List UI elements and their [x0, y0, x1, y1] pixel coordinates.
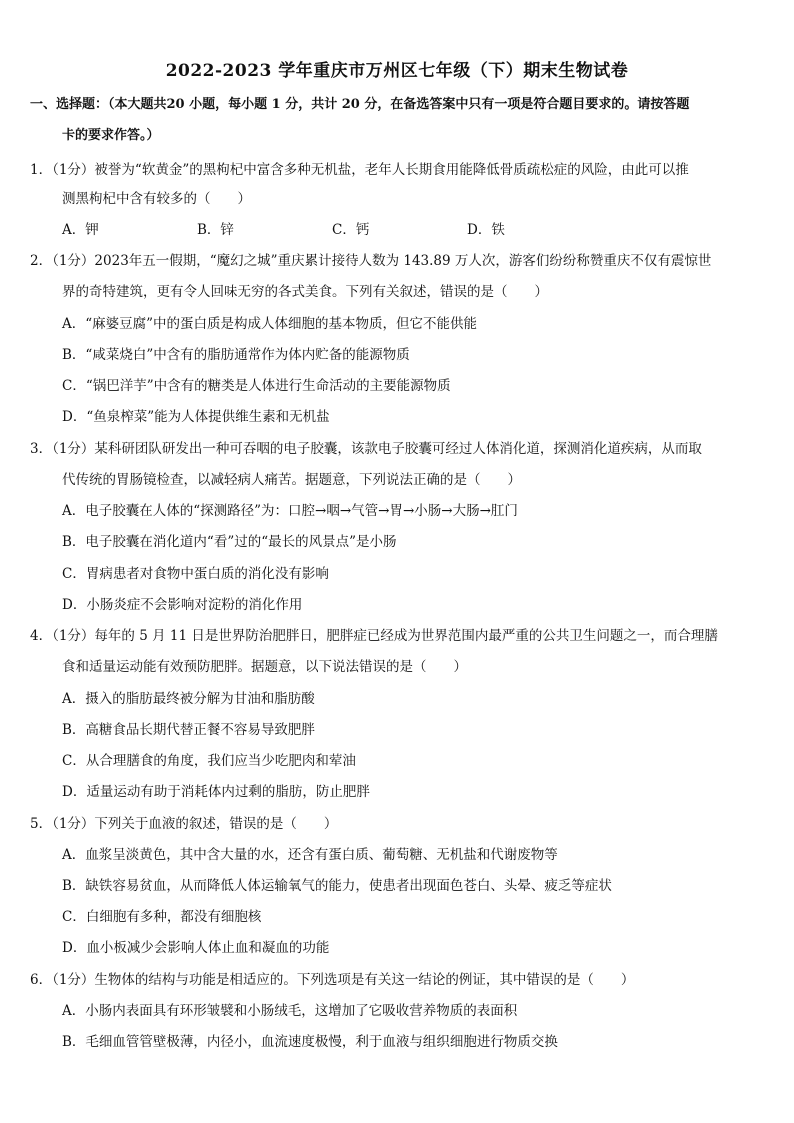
question-3-line-1: 3．（1分）某科研团队研发出一种可吞咽的电子胶囊，该款电子胶囊可经过人体消化道，探测消化道疾病，从而取: [30, 441, 702, 457]
question-6-option-a: A．小肠内表面具有环形皱襞和小肠绒毛，这增加了它吸收营养物质的表面积: [62, 1003, 518, 1019]
question-2-option-a: A．“麻婆豆腐”中的蛋白质是构成人体细胞的基本物质，但它不能供能: [62, 316, 478, 332]
question-2-option-b: B．“咸菜烧白”中含有的脂肪通常作为体内贮备的能源物质: [62, 347, 410, 363]
section-heading-line-2: 卡的要求作答。）: [62, 128, 160, 143]
question-2-line-2: 界的奇特建筑，更有令人回味无穷的各式美食。下列有关叙述，错误的是（ ）: [62, 284, 548, 300]
question-2-option-c: C．“锅巴洋芋”中含有的糖类是人体进行生命活动的主要能源物质: [62, 378, 451, 394]
question-1-option-a: A．钾: [62, 222, 99, 238]
question-5-option-b: B．缺铁容易贫血，从而降低人体运输氧气的能力，使患者出现面色苍白、头晕、疲乏等症状: [62, 878, 612, 894]
question-4-option-a: A．摄入的脂肪最终被分解为甘油和脂肪酸: [62, 691, 315, 707]
question-5-line-1: 5．（1分）下列关于血液的叙述，错误的是（ ）: [30, 816, 338, 832]
question-1-options: [62, 220, 602, 240]
exam-title: 2022-2023 学年重庆市万州区七年级（下）期末生物试卷: [165, 61, 629, 81]
question-1-option-b: B．锌: [197, 222, 234, 238]
question-4-option-b: B．高糖食品长期代替正餐不容易导致肥胖: [62, 722, 315, 738]
question-3-option-c: C．胃病患者对食物中蛋白质的消化没有影响: [62, 566, 329, 582]
question-4-line-2: 食和适量运动能有效预防肥胖。据题意，以下说法错误的是（ ）: [62, 659, 467, 675]
question-6-option-b: B．毛细血管管壁极薄，内径小，血流速度极慢，利于血液与组织细胞进行物质交换: [62, 1034, 558, 1050]
question-4-option-d: D．适量运动有助于消耗体内过剩的脂肪，防止肥胖: [62, 784, 370, 800]
question-1-line-2: 测黑枸杞中含有较多的（ ）: [62, 191, 251, 207]
section-heading-line-1: 一、选择题：（本大题共20 小题，每小题 1 分，共计 20 分，在备选答案中只有一项是符合题目要求的。请按答题: [30, 97, 690, 112]
question-1-option-c: C．钙: [332, 222, 370, 238]
question-1-option-d: D．铁: [467, 222, 505, 238]
question-2-line-1: 2．（1分）2023年五一假期，“魔幻之城”重庆累计接待人数为 143.89 万人次，游客们纷纷称赞重庆不仅有震惊世: [30, 253, 712, 269]
question-3-option-d: D．小肠炎症不会影响对淀粉的消化作用: [62, 597, 303, 613]
question-2-option-d: D．“鱼泉榨菜”能为人体提供维生素和无机盐: [62, 409, 330, 425]
question-3-option-a: A．电子胶囊在人体的“探测路径”为：口腔→咽→气管→胃→小肠→大肠→肛门: [62, 503, 518, 519]
question-3-option-b: B．电子胶囊在消化道内“看”过的“最长的风景点”是小肠: [62, 534, 397, 550]
question-5-option-c: C．白细胞有多种，都没有细胞核: [62, 909, 262, 925]
question-4-option-c: C．从合理膳食的角度，我们应当少吃肥肉和荤油: [62, 753, 356, 769]
question-1-line-1: 1．（1分）被誉为“软黄金”的黑枸杞中富含多种无机盐，老年人长期食用能降低骨质疏松症的风险，由此可以推: [30, 162, 689, 178]
question-6-line-1: 6．（1分）生物体的结构与功能是相适应的。下列选项是有关这一结论的例证，其中错误的是（ ）: [30, 972, 635, 988]
question-4-line-1: 4．（1分）每年的 5 月 11 日是世界防治肥胖日，肥胖症已经成为世界范围内最严重的公共卫生问题之一，而合理膳: [30, 628, 718, 644]
question-5-option-a: A．血浆呈淡黄色，其中含大量的水，还含有蛋白质、葡萄糖、无机盐和代谢废物等: [62, 847, 558, 863]
question-5-option-d: D．血小板减少会影响人体止血和凝血的功能: [62, 940, 330, 956]
question-3-line-2: 代传统的胃肠镜检查，以减轻病人痛苦。据题意，下列说法正确的是（ ）: [62, 472, 521, 488]
